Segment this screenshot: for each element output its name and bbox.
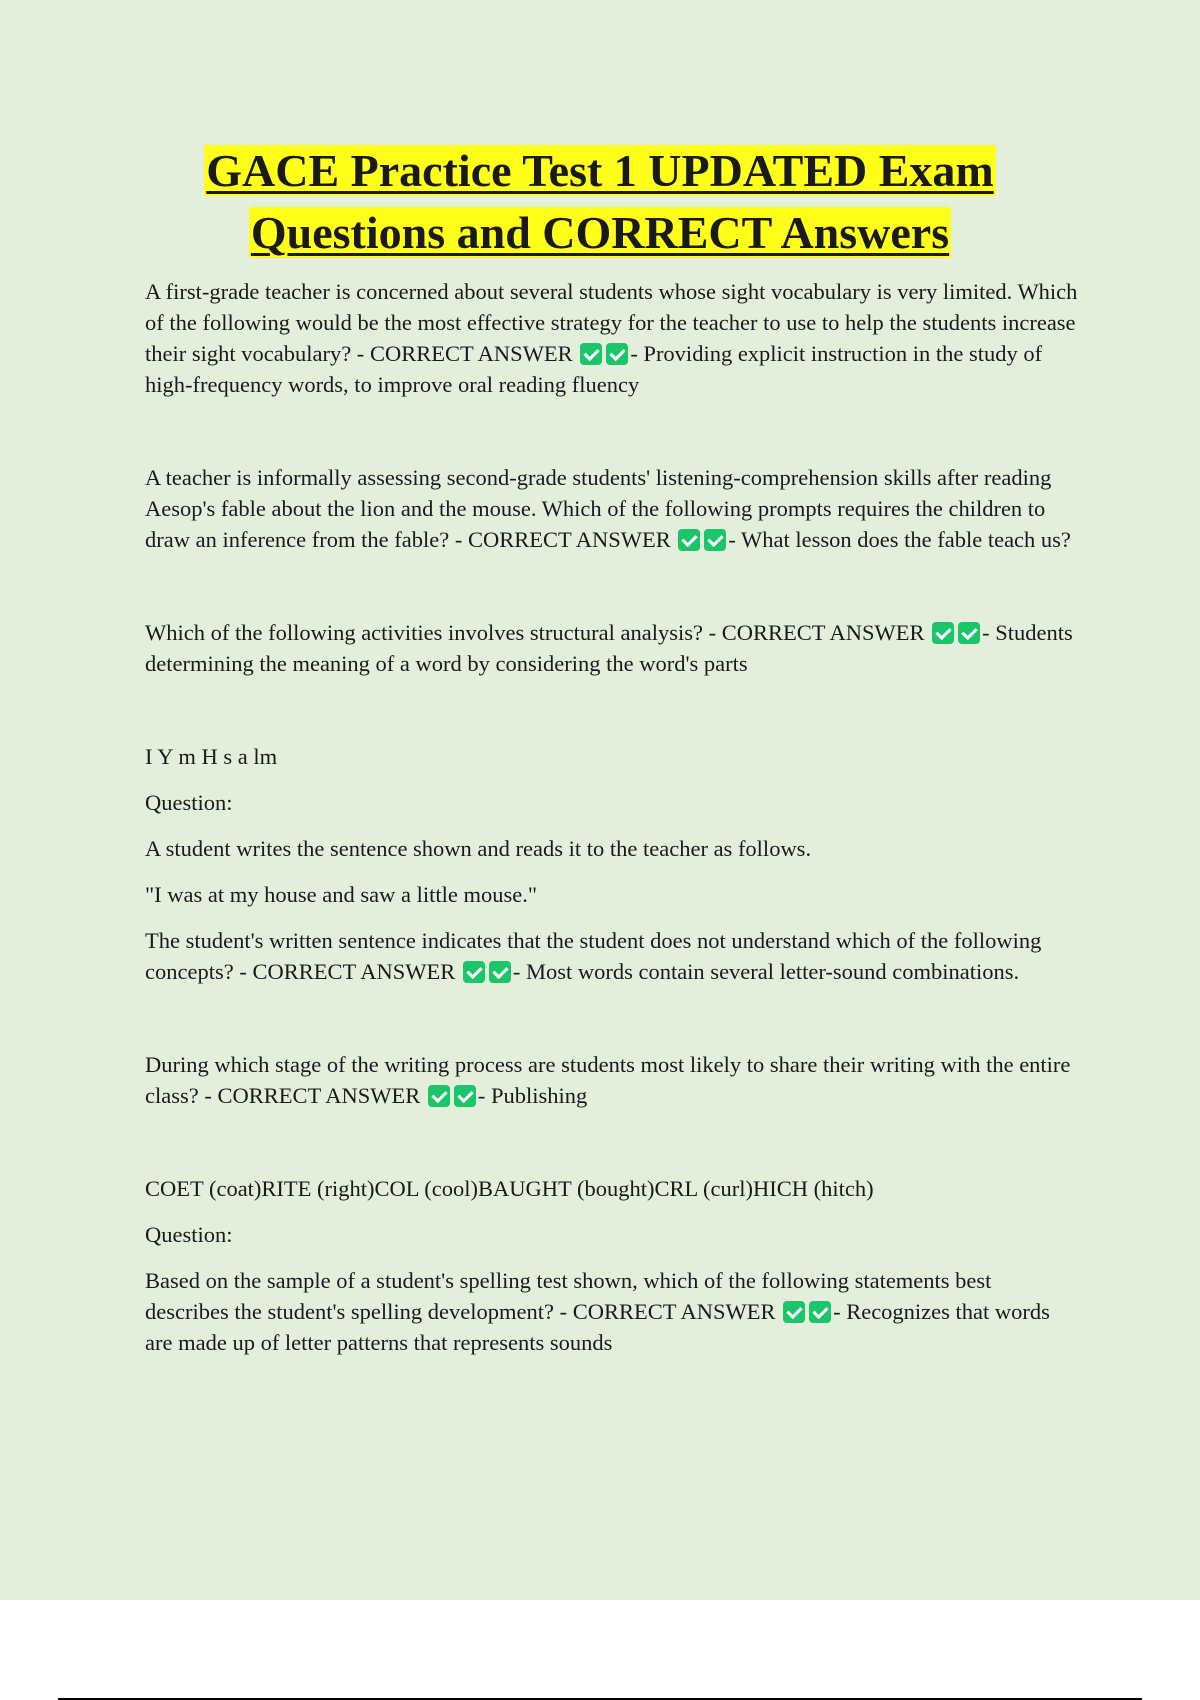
question-label: Question: bbox=[145, 1222, 233, 1247]
answer-marker: CORRECT ANSWER bbox=[467, 527, 671, 552]
answer-marker: CORRECT ANSWER bbox=[721, 620, 925, 645]
question-text: Based on the sample of a student's spelling test shown, which of the following statements best describes the student's spelling development? - bbox=[145, 1268, 992, 1324]
answer-text: - Most words contain several letter-sound combinations. bbox=[512, 959, 1020, 984]
check-icon bbox=[958, 622, 980, 644]
qa-item bbox=[145, 1265, 1080, 1358]
answer-marker: CORRECT ANSWER bbox=[572, 1299, 776, 1324]
document-body bbox=[145, 276, 1080, 1358]
qa-item bbox=[145, 925, 1080, 987]
answer-text: - Publishing bbox=[477, 1083, 588, 1108]
check-icon bbox=[428, 1085, 450, 1107]
title-line-1: GACE Practice Test 1 UPDATED Exam bbox=[206, 145, 994, 196]
check-icon bbox=[809, 1301, 831, 1323]
answer-marker: CORRECT ANSWER bbox=[369, 341, 573, 366]
answer-text: - Recognizes that words are made up of letter patterns that represents sounds bbox=[145, 1299, 1050, 1355]
check-icon bbox=[580, 343, 602, 365]
check-icon bbox=[454, 1085, 476, 1107]
quoted-sentence: "I was at my house and saw a little mouse." bbox=[145, 882, 538, 907]
qa-item bbox=[145, 1049, 1080, 1111]
prompt-line: A student writes the sentence shown and reads it to the teacher as follows. bbox=[145, 836, 812, 861]
question-text: The student's written sentence indicates that the student does not understand which of the following concepts? - bbox=[145, 928, 1042, 984]
question-text: During which stage of the writing process are students most likely to share their writing with the entire class? - bbox=[145, 1052, 1071, 1108]
answer-marker: CORRECT ANSWER bbox=[217, 1083, 421, 1108]
answer-text: - Providing explicit instruction in the study of high-frequency words, to improve oral reading fluency bbox=[145, 341, 1043, 397]
document-title bbox=[0, 140, 1200, 264]
question-text: A teacher is informally assessing second-grade students' listening-comprehension skills after reading Aesop's fable about the lion and the mouse. Which of the following prompts requires the children to draw an inference from the fable? - bbox=[145, 465, 1052, 552]
check-icon bbox=[606, 343, 628, 365]
answer-marker: CORRECT ANSWER bbox=[252, 959, 456, 984]
qa-item bbox=[145, 617, 1080, 679]
check-icon bbox=[704, 529, 726, 551]
sample-text: I Y m H s a lm bbox=[145, 744, 278, 769]
check-icon bbox=[463, 961, 485, 983]
check-icon bbox=[783, 1301, 805, 1323]
sample-text: COET (coat)RITE (right)COL (cool)BAUGHT (bought)CRL (curl)HICH (hitch) bbox=[145, 1176, 874, 1201]
answer-text: - Students determining the meaning of a word by considering the word's parts bbox=[145, 620, 1073, 676]
qa-item bbox=[145, 462, 1080, 555]
title-line-2: Questions and CORRECT Answers bbox=[250, 207, 950, 258]
question-label: Question: bbox=[145, 790, 233, 815]
question-text: A first-grade teacher is concerned about several students whose sight vocabulary is very limited. Which of the following would be the most effective strategy for the teacher to use to help the students increase their sight vocabulary? - bbox=[145, 279, 1078, 366]
answer-text: - What lesson does the fable teach us? bbox=[728, 527, 1071, 552]
qa-item bbox=[145, 276, 1080, 400]
check-icon bbox=[489, 961, 511, 983]
question-text: Which of the following activities involves structural analysis? - bbox=[145, 620, 722, 645]
check-icon bbox=[678, 529, 700, 551]
check-icon bbox=[932, 622, 954, 644]
